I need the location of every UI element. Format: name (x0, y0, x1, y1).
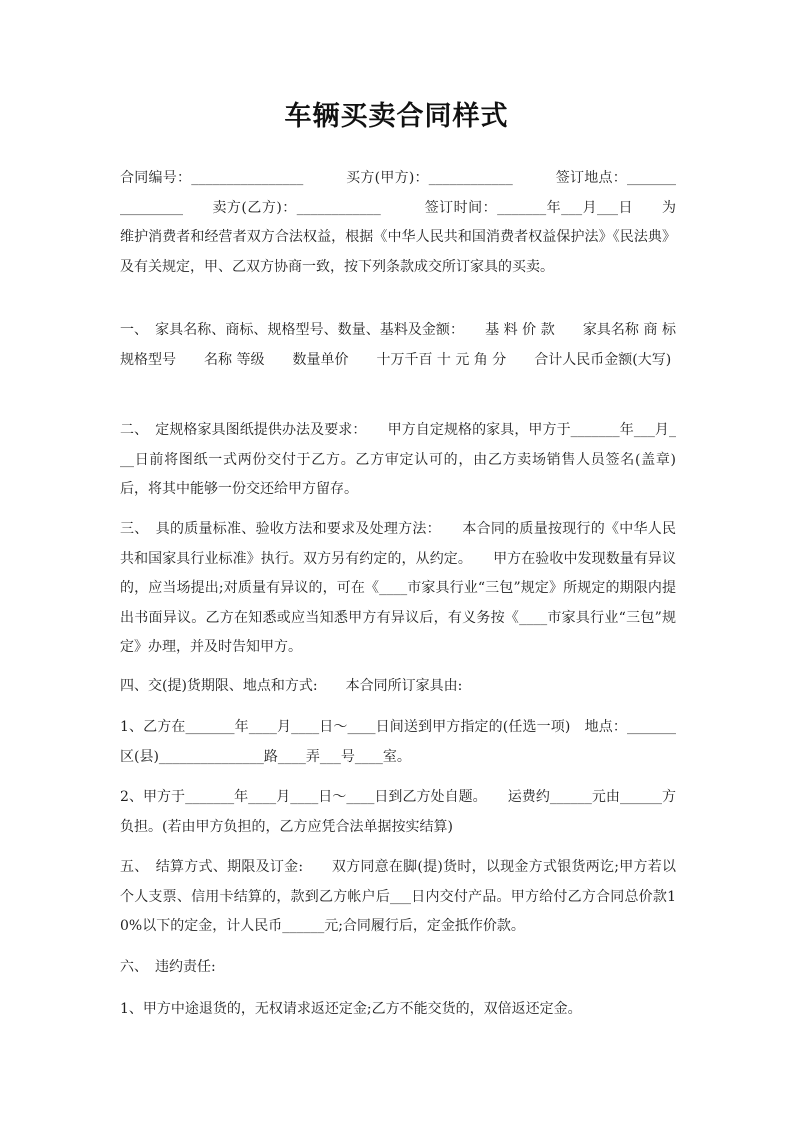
section-6-item-1 (120, 995, 676, 1025)
section-4-item-2-paragraph: 2、甲方于_______年____月____日～____日到乙方处自题。 运费约______元由______方负担。(若由甲方负担的，乙方应凭合法单据按实结算) (120, 789, 676, 835)
section-4-item-1-paragraph: 1、乙方在_______年____月____日～____日间送到甲方指定的(任选一项) 地点：_______区(县)_______________路____弄___号____室。 (120, 719, 676, 765)
section-4-paragraph: 四、交(提)货期限、地点和方式: 本合同所订家具由: (120, 678, 463, 694)
intro-paragraph: 合同编号：________________ 买方(甲方)：____________ 签订地点：________________ 卖方(乙方)：____________ 签订时间：_______年___月___日 为维护消费者和经营者双方合法权益，根据《中华人民共和国消费者权益保护法》《民法典》及有关规定，甲、乙双方协商一致，按下列条款成交所订家具的买卖。 (120, 170, 676, 275)
section-1-paragraph: 一、 家具名称、商标、规格型号、数量、基料及金额： 基 料 价 款 家具名称 商 标规格型号 名称 等级 数量单价 十万千百 十 元 角 分 合计人民币金额(大写) (120, 322, 676, 368)
section-2 (120, 416, 676, 505)
section-4-item-1 (120, 713, 676, 772)
section-1 (120, 316, 676, 375)
section-5-paragraph: 五、 结算方式、期限及订金: 双方同意在脚(提)货时，以现金方式银货两讫;甲方若以个人支票、信用卡结算的，款到乙方帐户后___日内交付产品。甲方给付乙方合同总价款10%以下的定金，计人民币______元;合同履行后，定金抵作价款。 (120, 859, 676, 934)
section-2-paragraph: 二、 定规格家具图纸提供办法及要求： 甲方自定规格的家具，甲方于_______年___月___日前将图纸一式两份交付于乙方。乙方审定认可的，由乙方卖场销售人员签名(盖章)后，将其中能够一份交还给甲方留存。 (120, 422, 676, 497)
section-4-item-2 (120, 783, 676, 842)
document-title: 车辆买卖合同样式 (284, 101, 509, 132)
section-3 (120, 515, 676, 663)
section-4 (120, 672, 676, 702)
section-5 (120, 853, 676, 942)
section-6 (120, 953, 676, 983)
section-3-paragraph: 三、 具的质量标准、验收方法和要求及处理方法： 本合同的质量按现行的《中华人民共和国家具行业标准》执行。双方另有约定的，从约定。 甲方在验收中发现数量有异议的，应当场提出;对质量有异议的，可在《____市家具行业“三包”规定》所规定的期限内提出书面异议。乙方在知悉或应当知悉甲方有异议后，有义务按《____市家具行业“三包”规定》办理，并及时告知甲方。 (120, 521, 676, 655)
section-6-item-1-paragraph: 1、甲方中途退货的，无权请求返还定金;乙方不能交货的，双倍返还定金。 (120, 1001, 582, 1017)
document-body (120, 164, 676, 282)
section-6-paragraph: 六、 违约责任: (120, 959, 216, 975)
